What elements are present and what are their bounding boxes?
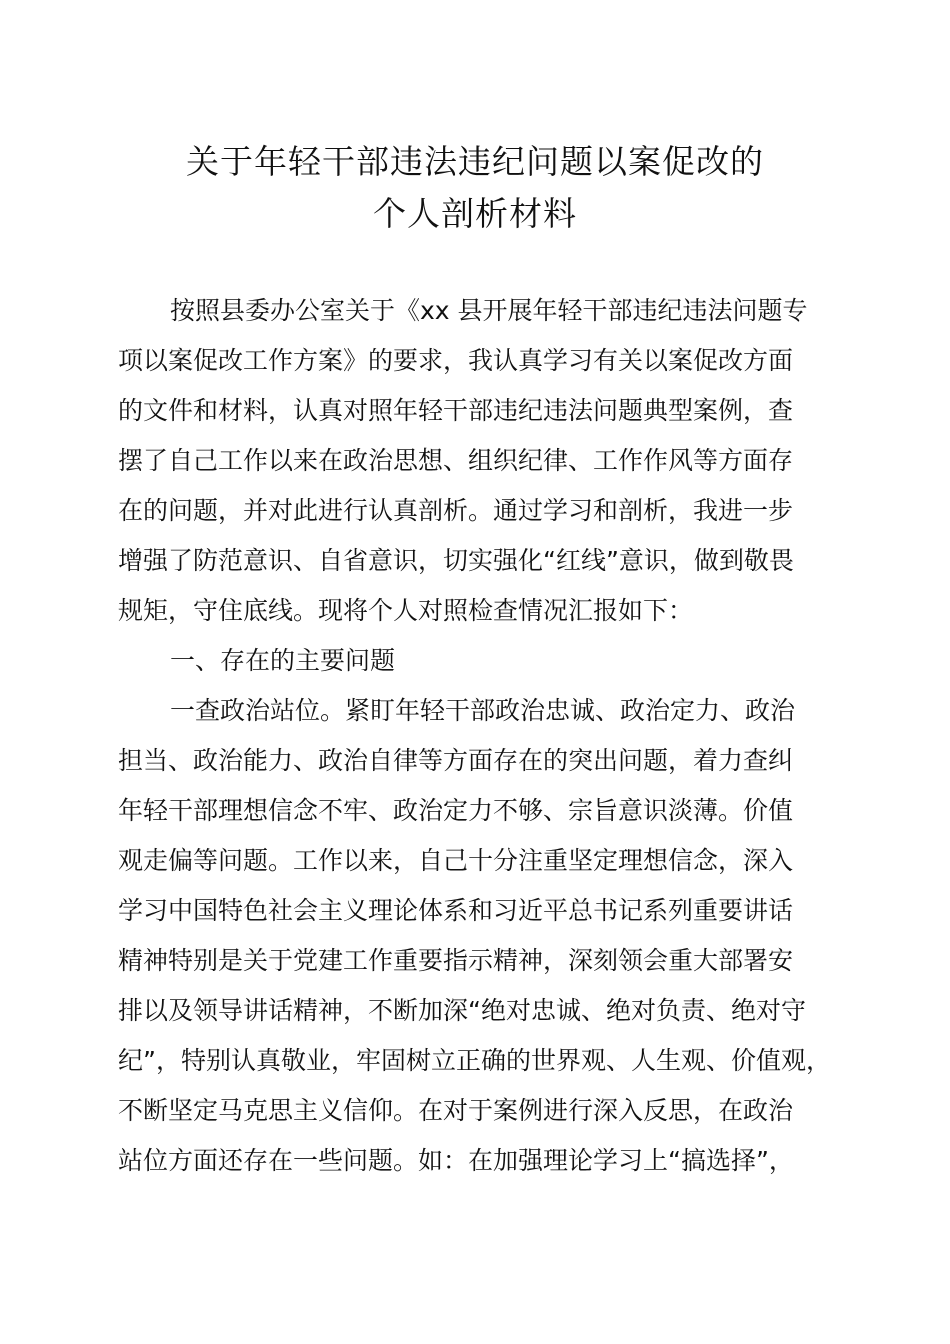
paragraph-1-line-2: 项以案促改工作方案》的要求，我认真学习有关以案促改方面 bbox=[118, 346, 794, 375]
paragraph-1-line-3: 的文件和材料，认真对照年轻干部违纪违法问题典型案例，查 bbox=[118, 396, 794, 425]
paragraph-2-line-2: 担当、政治能力、政治自律等方面存在的突出问题，着力查纠 bbox=[118, 746, 794, 775]
document-title-line-1: 关于年轻干部违法违纪问题以案促改的 bbox=[186, 142, 764, 181]
paragraph-2-line-6: 精神特别是关于党建工作重要指示精神，深刻领会重大部署安 bbox=[118, 946, 794, 975]
paragraph-2-line-1: 一查政治站位。紧盯年轻干部政治忠诚、政治定力、政治 bbox=[170, 696, 796, 725]
paragraph-2-line-9: 不断坚定马克思主义信仰。在对于案例进行深入反思，在政治 bbox=[118, 1096, 794, 1125]
paragraph-2-line-7: 排以及领导讲话精神，不断加深“绝对忠诚、绝对负责、绝对守 bbox=[118, 996, 806, 1025]
paragraph-2-line-8: 纪”，特别认真敬业，牢固树立正确的世界观、人生观、价值观， bbox=[118, 1046, 831, 1075]
paragraph-2-line-10: 站位方面还存在一些问题。如：在加强理论学习上“搞选择”， bbox=[118, 1146, 794, 1175]
paragraph-1-line-7: 规矩，守住底线。现将个人对照检查情况汇报如下： bbox=[118, 596, 694, 625]
paragraph-1-line-1: 按照县委办公室关于《xx 县开展年轻干部违纪违法问题专 bbox=[170, 296, 808, 325]
document-title-line-2: 个人剖析材料 bbox=[373, 194, 577, 233]
section-heading: 一、存在的主要问题 bbox=[170, 646, 396, 675]
paragraph-1-line-5: 在的问题，并对此进行认真剖析。通过学习和剖析，我进一步 bbox=[118, 496, 794, 525]
paragraph-2-line-3: 年轻干部理想信念不牢、政治定力不够、宗旨意识淡薄。价值 bbox=[118, 796, 794, 825]
paragraph-1-line-4: 摆了自己工作以来在政治思想、组织纪律、工作作风等方面存 bbox=[118, 446, 794, 475]
paragraph-2-line-4: 观走偏等问题。工作以来，自己十分注重坚定理想信念，深入 bbox=[118, 846, 794, 875]
paragraph-2-line-5: 学习中国特色社会主义理论体系和习近平总书记系列重要讲话 bbox=[118, 896, 794, 925]
paragraph-1-line-6: 增强了防范意识、自省意识，切实强化“红线”意识，做到敬畏 bbox=[118, 546, 794, 575]
